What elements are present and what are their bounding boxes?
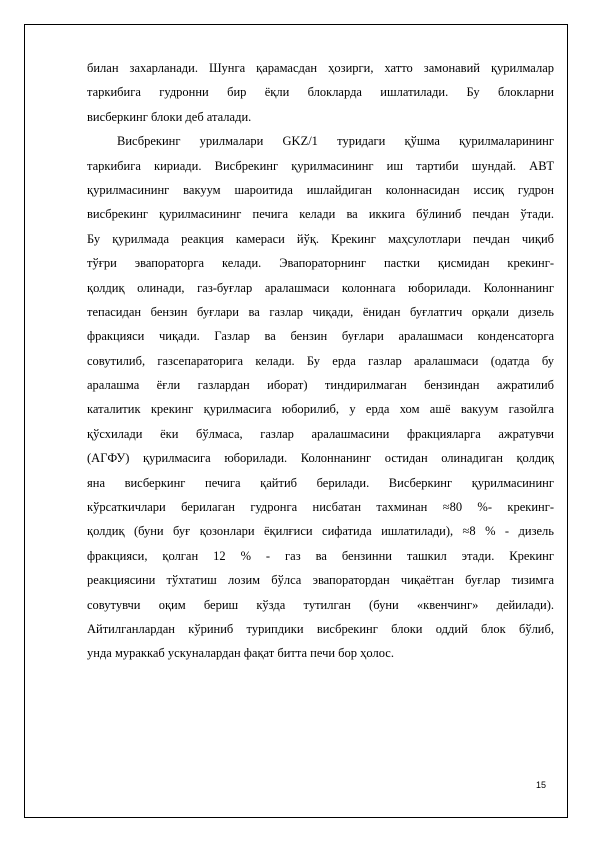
paragraph-2-line-13: қўсхилади ёки бўлмаса, газлар аралашмасини фракцияларга ажратувчи: [87, 426, 554, 441]
paragraph-2-line-18: фракцияси, қолган 12 % - газ ва бензинни ташкил этади. Крекинг: [87, 548, 554, 563]
paragraph-2-line-21: Айтилганлардан кўриниб турипдики висбрекинг блоки оддий блок бўлиб,: [87, 621, 554, 636]
paragraph-2-line-22: унда мураккаб ускуналардан фақат битта печи бор ҳолос.: [87, 646, 394, 661]
paragraph-2-line-15: яна висберкинг печига қайтиб берилади. Висберкинг қурилмасининг: [87, 475, 554, 490]
paragraph-2-line-11: аралашма ёғли газлардан иборат) тиндирилмаган бензиндан ажратилиб: [87, 378, 554, 393]
paragraph-1-line-3: висберкинг блоки деб аталади.: [87, 109, 252, 124]
paragraph-2-line-5: Бу қурилмада реакция камераси йўқ. Крекинг маҳсулотлари печдан чиқиб: [87, 231, 554, 246]
paragraph-1-line-2: таркибига гудронни бир ёқли блокларда ишлатилади. Бу блокларни: [87, 85, 554, 100]
paragraph-2-line-16: кўрсаткичлари берилаган гудронга нисбатан тахминан ≈80 %- крекинг-: [87, 500, 554, 515]
paragraph-2-line-9: фракцияси чиқади. Газлар ва бензин буғлари аралашмаси конденсаторга: [87, 329, 554, 344]
paragraph-2-line-6: тўғри эвапораторга келади. Эвапораторнинг пастки қисмидан крекинг-: [87, 256, 554, 271]
paragraph-2-line-10: совутилиб, газсепараторига келади. Бу ерда газлар аралашмаси (одатда бу: [87, 353, 554, 368]
paragraph-2-line-4: висбрекинг қурилмасининг печига келади ва иккига бўлиниб печдан ўтади.: [87, 207, 554, 222]
paragraph-2-line-2: таркибига кириади. Висбрекинг қурилмасининг иш тартиби шундай. АВТ: [87, 158, 554, 173]
paragraph-2-line-3: қурилмасининг вакуум шароитида ишлайдиган колоннасидан иссиқ гудрон: [87, 182, 554, 197]
paragraph-1-line-1: билан захарланади. Шунга қарамасдан ҳозирги, хатто замонавий қурилмалар: [87, 61, 554, 75]
page-number: 15: [536, 780, 547, 790]
paragraph-2-line-19: реакциясини тўхтатиш лозим бўлса эвапоратордан чиқаётган буғлар тизимга: [87, 573, 554, 588]
paragraph-2-line-14: (АГФУ) қурилмасига юборилади. Колоннанинг остидан олинадиган қолдиқ: [87, 451, 554, 466]
paragraph-2-line-7: қолдиқ олинади, газ-буғлар аралашмаси колоннага юборилади. Колоннанинг: [87, 280, 554, 295]
paragraph-2-line-17: қолдиқ (буни буғ қозонлари ёқилғиси сифатида ишлатилади), ≈8 % - дизель: [87, 524, 554, 539]
paragraph-2-line-20: совутувчи оқим бериш кўзда тутилган (буни «квенчинг» дейилади).: [87, 597, 554, 612]
paragraph-2-line-1: Висбрекинг урилмалари GKZ/1 туридаги қўшма қурилмаларининг: [117, 134, 554, 149]
paragraph-2-line-8: тепасидан бензин буғлари ва газлар чиқади, ёнидан буғлатгич орқали дизель: [87, 304, 554, 319]
document-body: [87, 56, 554, 666]
paragraph-2-line-12: каталитик крекинг қурилмасига юборилиб, у ерда хом ашё вакуум газойлга: [87, 402, 554, 417]
